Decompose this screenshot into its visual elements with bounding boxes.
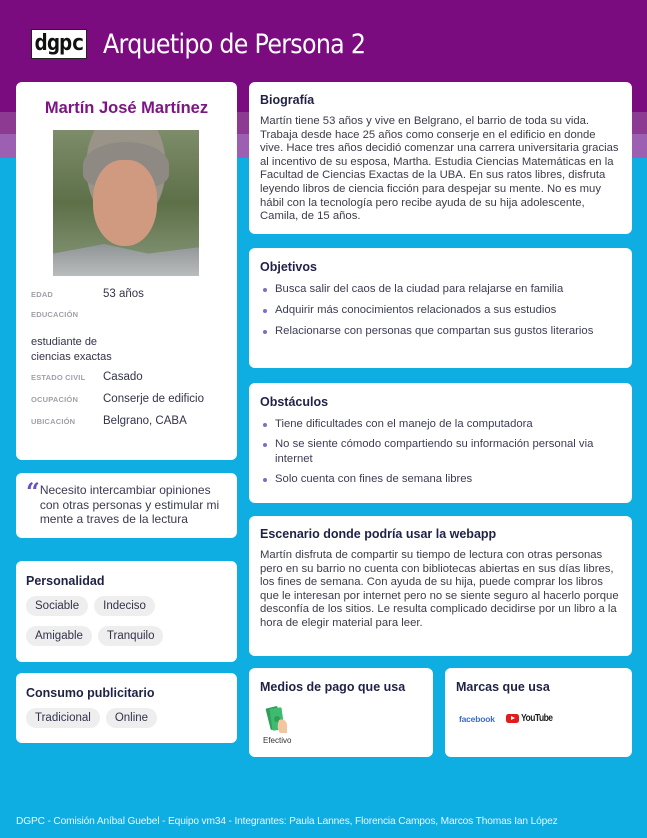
youtube-logo	[506, 713, 558, 724]
fact-location	[31, 415, 226, 437]
persona-facts	[31, 288, 226, 437]
biography-text: Martín tiene 53 años y vive en Belgrano, el barrio de toda su vida. Trabaja desde hace 25 años como conserje en el edificio en donde vive. Hace tres años decidió comenzar una carrera universitaria gracias al incentivo de su esposa, Martha. Estudia Ciencias Matemáticas en la Facultad de Ciencias Exactas de la UBA. En sus ratos libres, disfruta leyendo libros de ciencia ficción para despejar su mente. No es muy hábil con la tecnología pero recibe ayuda de su hija adolescente, Camila, de 15 años.	[260, 115, 619, 223]
payment-title: Medios de pago que usa	[260, 680, 406, 694]
payment-card	[249, 668, 433, 757]
advertising-card	[16, 673, 237, 743]
fact-education	[31, 310, 226, 332]
fact-label: ESTADO CIVIL	[31, 373, 86, 382]
fact-value: Belgrano, CABA	[103, 415, 187, 427]
biography-card	[249, 82, 632, 234]
fact-education-value	[31, 335, 226, 365]
advertising-tags	[26, 708, 227, 738]
personality-title: Personalidad	[26, 574, 105, 588]
scenario-card	[249, 516, 632, 656]
youtube-wordmark: YouTube	[520, 713, 553, 724]
persona-name: Martín José Martínez	[44, 99, 209, 117]
fact-civil-status	[31, 371, 226, 393]
list-item: Tiene dificultades con el manejo de la computadora	[260, 417, 621, 432]
fact-label: EDAD	[31, 290, 54, 299]
fact-label: OCUPACIÓN	[31, 395, 79, 404]
page-title: Arquetipo de Persona 2	[103, 28, 366, 60]
facebook-logo: facebook	[459, 713, 495, 724]
fact-value-line: estudiante de	[31, 336, 98, 348]
fact-value: Conserje de edificio	[103, 393, 205, 405]
obstacles-list	[260, 417, 621, 487]
fact-age	[31, 288, 226, 310]
scenario-text: Martín disfruta de compartir su tiempo de lectura con otras personas pero en su barrio no cuenta con bibliotecas abiertas en sus días libres, los fines de semana. Con ayuda de su hija, puede comprar los libros que le interesan por internet pero no se siente seguro al hacerlo porque desconfía de los sitios. Le resulta complicado decidirse por un libro a la hora de elegir material para leer.	[260, 549, 619, 629]
advertising-title: Consumo publicitario	[26, 686, 155, 700]
list-item: Relacionarse con personas que compartan sus gustos literarios	[260, 324, 621, 339]
list-item: No se siente cómodo compartiendo su información personal via internet	[260, 437, 621, 467]
dgpc-logo	[31, 29, 87, 59]
goals-list	[260, 282, 621, 339]
quote-card	[16, 473, 237, 538]
tag: Indeciso	[94, 596, 155, 616]
fact-occupation	[31, 393, 226, 415]
payment-label: Efectivo	[263, 736, 292, 745]
list-item: Adquirir más conocimientos relacionados a sus estudios	[260, 303, 621, 318]
scenario-title: Escenario donde podría usar la webapp	[260, 527, 497, 541]
cash-icon	[265, 706, 291, 734]
fact-label: EDUCACIÓN	[31, 310, 79, 319]
brands-title: Marcas que usa	[456, 680, 550, 694]
goals-title: Objetivos	[260, 260, 317, 274]
brands-card	[445, 668, 632, 757]
fact-value: Casado	[103, 371, 143, 383]
footer-credits: DGPC - Comisión Aníbal Guebel - Equipo vm34 - Integrantes: Paula Lannes, Florencia Campos, Marcos Thomas Ian López	[16, 816, 558, 827]
biography-title: Biografía	[260, 93, 315, 107]
youtube-play-icon	[506, 714, 519, 723]
tag: Tranquilo	[98, 626, 164, 646]
list-item: Solo cuenta con fines de semana libres	[260, 472, 621, 487]
tag: Sociable	[26, 596, 88, 616]
photo-face	[93, 160, 157, 246]
tag: Amigable	[26, 626, 92, 646]
photo-jacket	[53, 244, 199, 276]
fact-value: 53 años	[103, 288, 144, 300]
brand-logos	[459, 713, 558, 724]
personality-tags	[26, 596, 227, 656]
tag: Tradicional	[26, 708, 100, 728]
tag: Online	[106, 708, 157, 728]
personality-card	[16, 561, 237, 662]
obstacles-card	[249, 383, 632, 503]
obstacles-title: Obstáculos	[260, 395, 329, 409]
quote-icon: “	[26, 477, 40, 506]
list-item: Busca salir del caos de la ciudad para relajarse en familia	[260, 282, 621, 297]
quote-text: Necesito intercambiar opiniones con otras personas y estimular mi mente a traves de la lectura	[39, 483, 220, 526]
fact-label: UBICACIÓN	[31, 417, 76, 426]
persona-photo	[53, 130, 199, 276]
fact-value-line: ciencias exactas	[31, 351, 112, 363]
goals-card	[249, 248, 632, 368]
profile-card	[16, 82, 237, 460]
page-header	[31, 26, 401, 62]
logo-text: dgpc	[34, 31, 84, 56]
